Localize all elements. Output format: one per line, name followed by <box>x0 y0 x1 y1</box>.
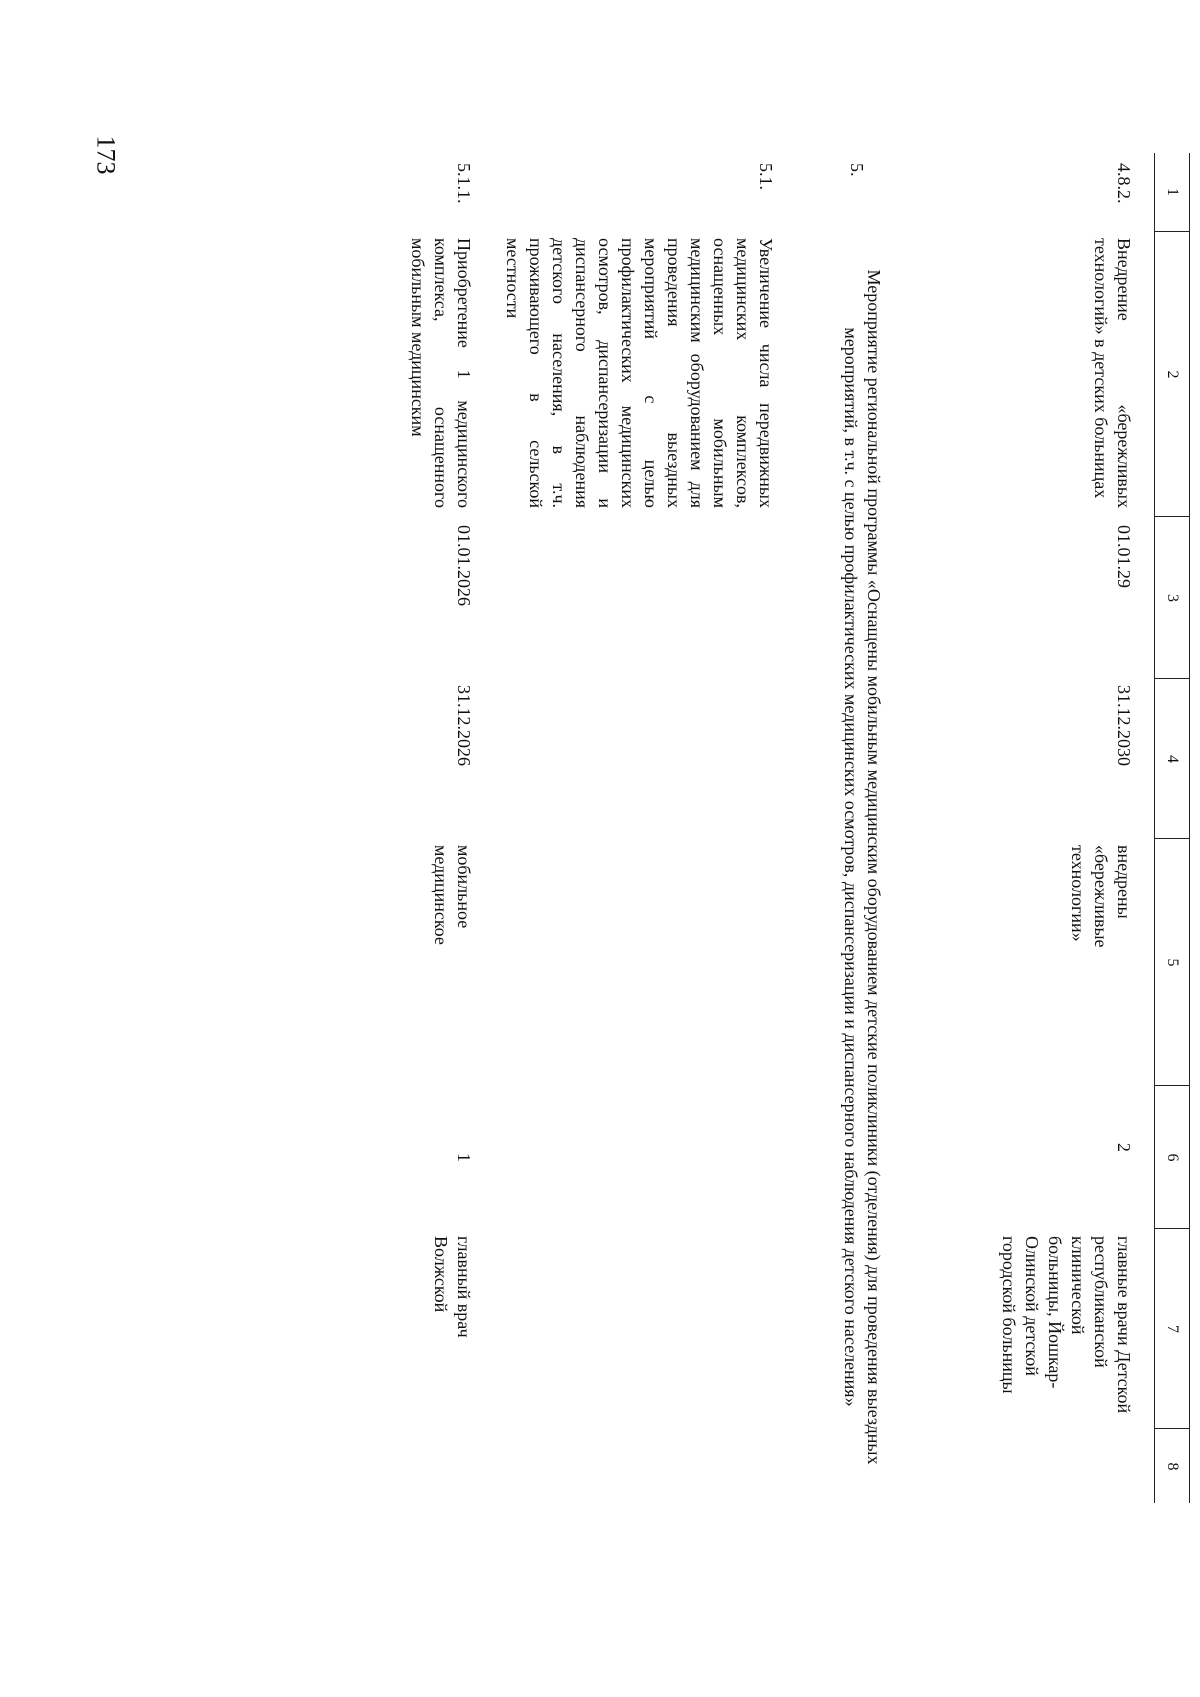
row-4-8-2-value: 2 <box>1114 1143 1134 1152</box>
row-5-1-1-end: 31.12.2026 <box>454 685 474 766</box>
section-5-title: Мероприятие региональной программы «Оснащены мобильным медицинским оборудованием детские поликлиники (отделения) для проведения выездных мероприятий, в т.ч. с целью профилактических медицинских осмотров, диспансеризации и диспансерного наблюдения детского населения» <box>841 269 884 1465</box>
table-header-row <box>1154 153 1190 1503</box>
row-4-8-2-name: Внедрение «бережливых технологий» в детских больницах <box>1091 238 1134 508</box>
header-col-6: 6 <box>1155 1085 1189 1229</box>
row-4-8-2-end: 31.12.2030 <box>1114 685 1134 766</box>
header-col-4: 4 <box>1155 678 1189 839</box>
row-5-1-1-number: 5.1.1. <box>454 163 474 204</box>
row-4-8-2-start: 01.01.29 <box>1114 525 1134 588</box>
header-col-2: 2 <box>1155 231 1189 517</box>
header-col-7: 7 <box>1155 1228 1189 1429</box>
section-5-number: 5. <box>847 163 867 177</box>
row-5-1-name: Увеличение числа передвижных медицинских комплексов, оснащенных мобильным медицинским оборудованием для проведения выездных мероприятий с целью профилактических медицинских осмотров, диспансеризации и диспансерного наблюдения детского населения, в т.ч. проживающего в сельской местности <box>503 238 776 508</box>
row-5-1-1-value: 1 <box>454 1153 474 1162</box>
row-5-1-1-name: Приобретение 1 медицинского комплекса, оснащенного мобильным медицинским <box>408 238 474 508</box>
row-4-8-2-responsible: главные врачи Детской республиканской клинической больницы, Йошкар-Олинской детской городской больницы <box>999 1236 1134 1414</box>
row-4-8-2-number: 4.8.2. <box>1114 163 1134 204</box>
row-5-1-1-responsible: главный врач Волжской <box>431 1236 474 1338</box>
row-4-8-2-result: внедрены «бережливые технологии» <box>1068 845 1134 948</box>
page-number: 173 <box>91 135 121 175</box>
row-5-1-number: 5.1. <box>756 163 776 190</box>
rotated-table-area <box>210 153 1190 1643</box>
row-5-1-1-start: 01.01.2026 <box>454 525 474 606</box>
header-col-1: 1 <box>1164 188 1181 196</box>
row-5-1-1-result: мобильное медицинское <box>431 845 474 945</box>
header-col-8: 8 <box>1155 1428 1189 1504</box>
header-col-3: 3 <box>1155 516 1189 679</box>
header-col-5: 5 <box>1155 838 1189 1086</box>
